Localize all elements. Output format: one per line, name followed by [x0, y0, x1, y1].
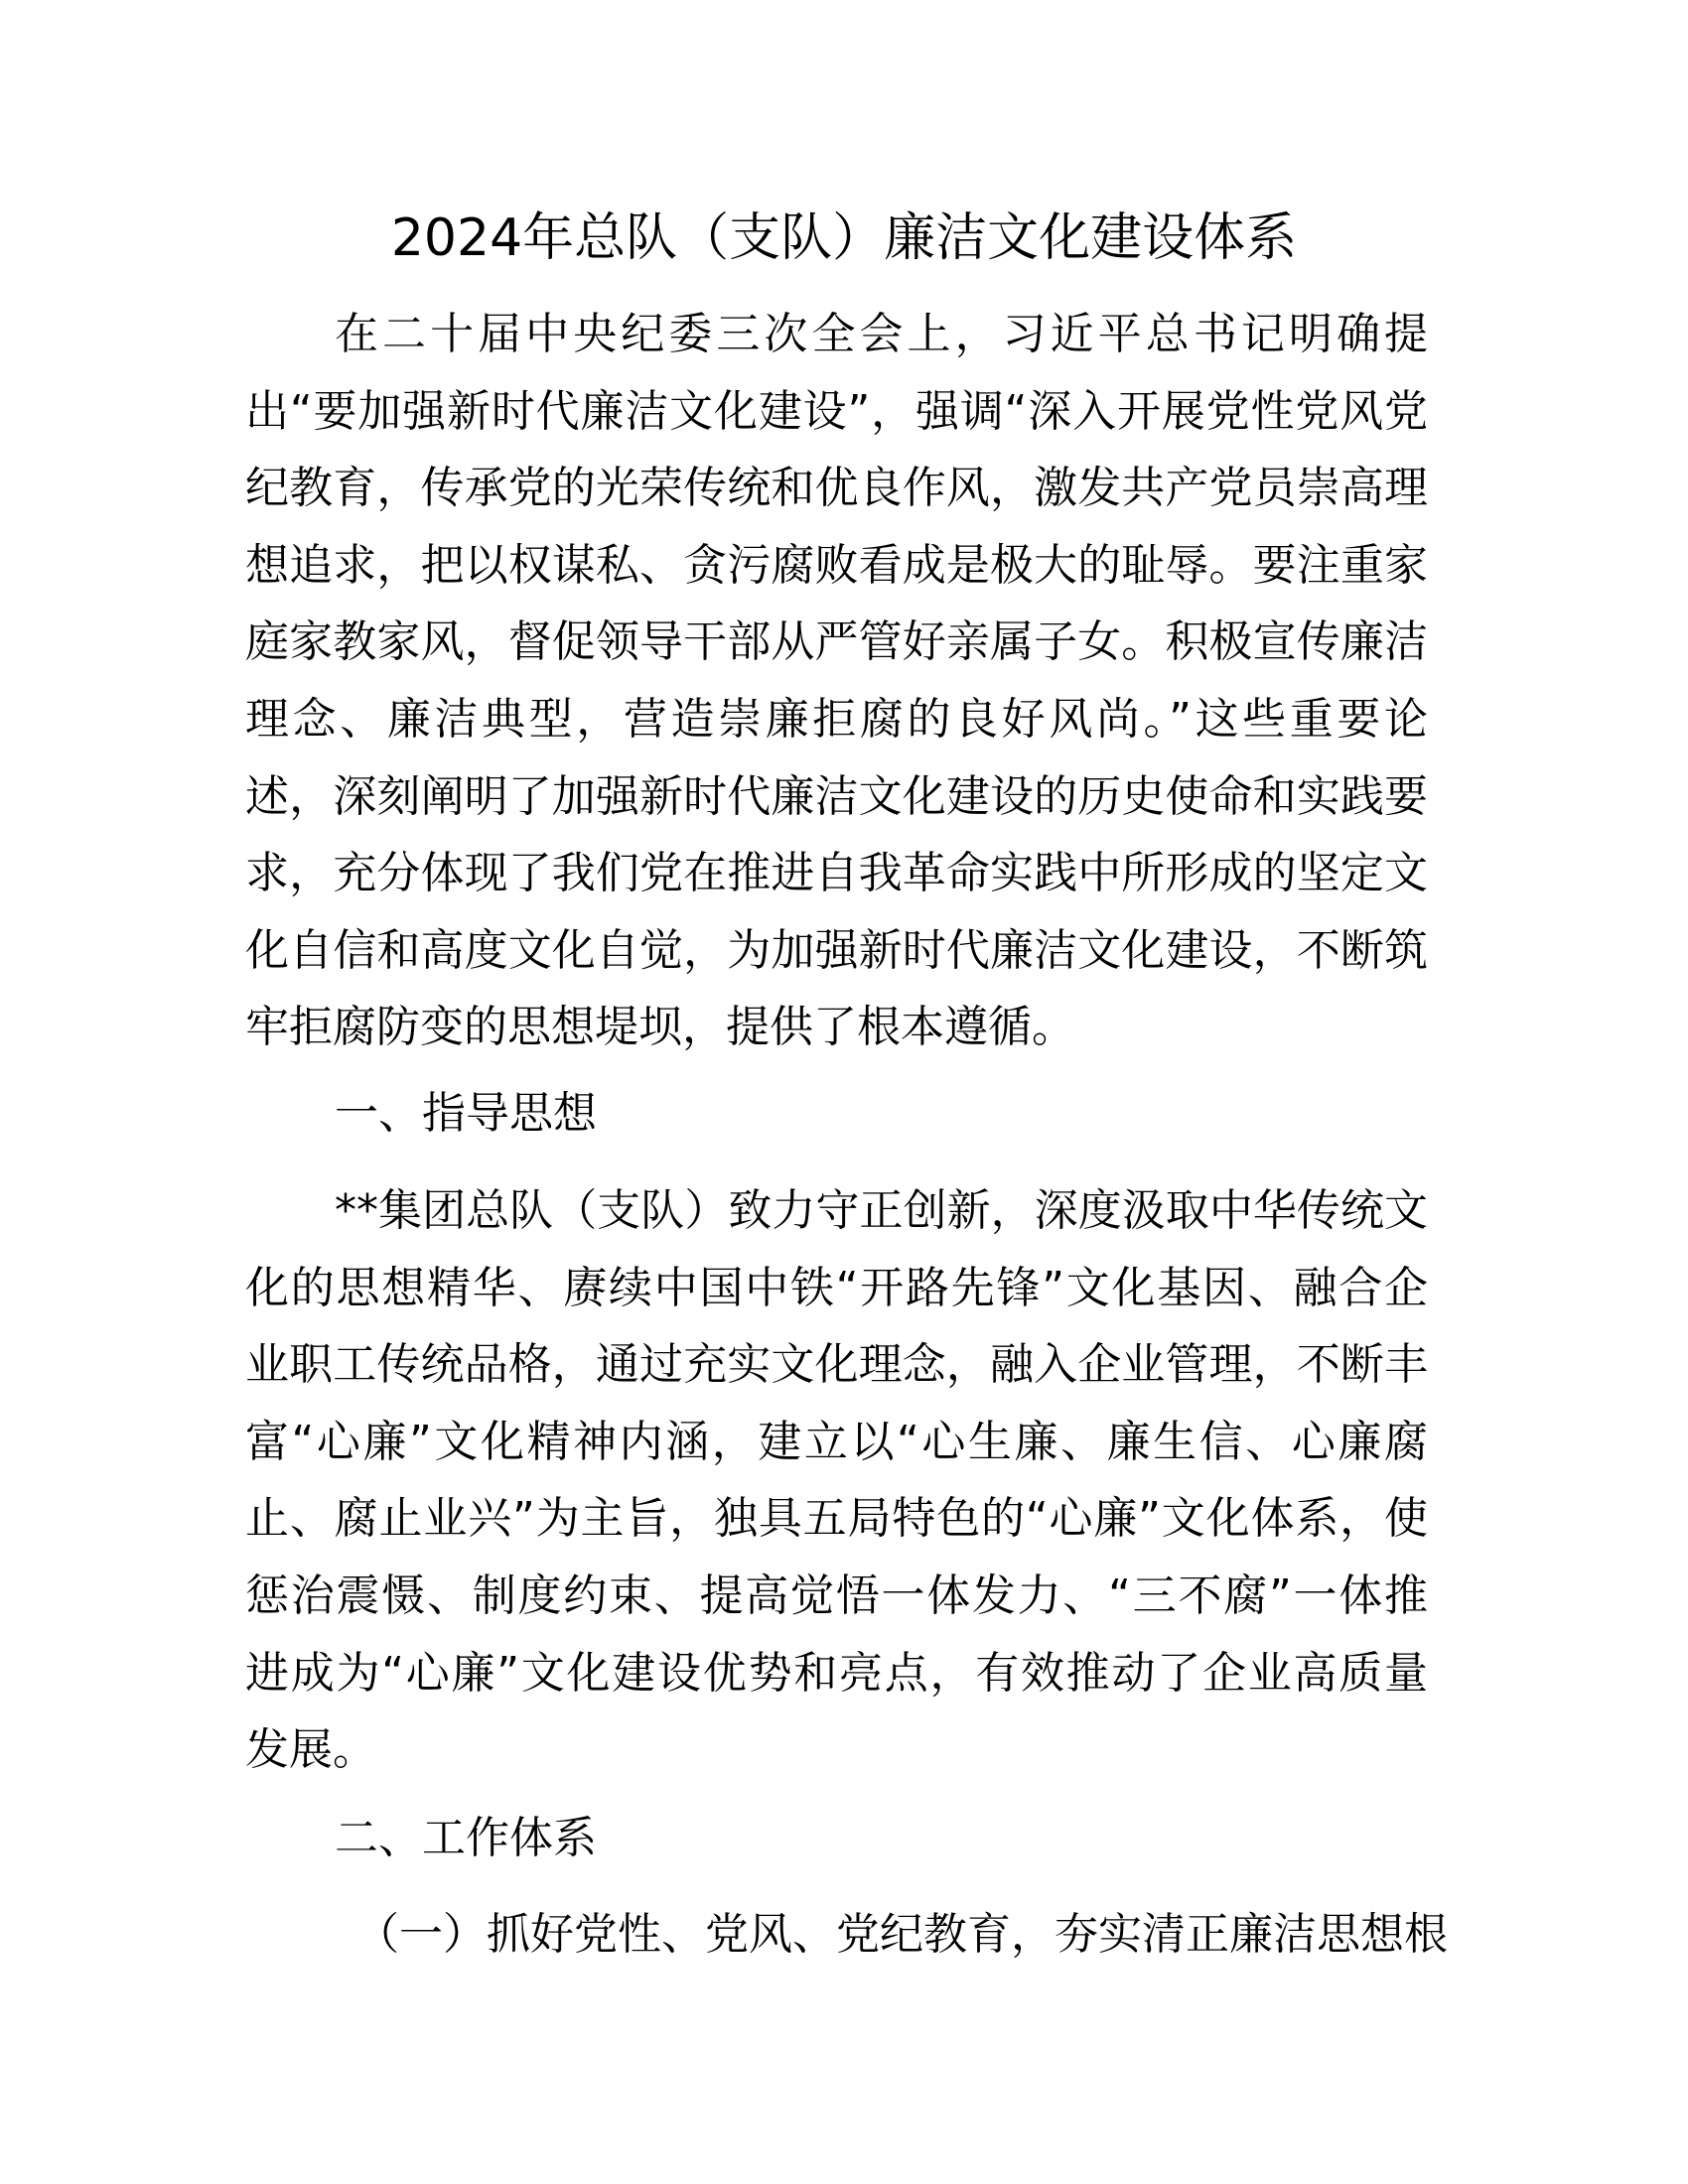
section-heading-guiding-ideology: 一、指导思想: [335, 1088, 597, 1139]
document-title: 2024年总队（支队）廉洁文化建设体系: [390, 208, 1298, 268]
paragraph-line: 在二十届中央纪委三次全会上，习近平总书记明确提: [335, 309, 1428, 359]
paragraph-line: 求，充分体现了我们党在推进自我革命实践中所形成的坚定文: [245, 848, 1428, 899]
paragraph-line: 想追求，把以权谋私、贪污腐败看成是极大的耻辱。要注重家: [245, 539, 1428, 591]
paragraph-line: 出“要加强新时代廉洁文化建设”，强调“深入开展党性党风党: [245, 385, 1428, 437]
paragraph-line: 富“心廉”文化精神内涵，建立以“心生廉、廉生信、心廉腐: [245, 1416, 1428, 1467]
paragraph-line: 理念、廉洁典型，营造崇廉拒腐的良好风尚。”这些重要论: [245, 693, 1428, 745]
paragraph-line: 牢拒腐防变的思想堤坝，提供了根本遵循。: [245, 1002, 1075, 1053]
paragraph-line: 化自信和高度文化自觉，为加强新时代廉洁文化建设，不断筑: [245, 924, 1428, 976]
section-heading-work-system: 二、工作体系: [335, 1813, 597, 1863]
paragraph-line: 止、腐止业兴”为主旨，独具五局特色的“心廉”文化体系，使: [245, 1493, 1428, 1545]
intro-paragraph: [245, 296, 1428, 1066]
paragraph-line: 发展。: [245, 1724, 376, 1776]
paragraph-line: 纪教育，传承党的光荣传统和优良作风，激发共产党员崇高理: [245, 463, 1428, 514]
paragraph-line: 进成为“心廉”文化建设优势和亮点，有效推动了企业高质量: [245, 1647, 1428, 1699]
guiding-ideology-paragraph: [245, 1172, 1428, 1789]
paragraph-line: 化的思想精华、赓续中国中铁“开路先锋”文化基因、融合企: [245, 1262, 1428, 1313]
paragraph-line: **集团总队（支队）致力守正创新，深度汲取中华传统文: [335, 1185, 1428, 1236]
paragraph-line: 业职工传统品格，通过充实文化理念，融入企业管理，不断丰: [245, 1339, 1428, 1391]
paragraph-line: 庭家教家风，督促领导干部从严管好亲属子女。积极宣传廉洁: [245, 616, 1428, 668]
paragraph-line: 惩治震慑、制度约束、提高觉悟一体发力、“三不腐”一体推: [245, 1570, 1428, 1621]
subsection-heading-1: （一）抓好党性、党风、党纪教育，夯实清正廉洁思想根: [355, 1909, 1448, 1960]
paragraph-line: 述，深刻阐明了加强新时代廉洁文化建设的历史使命和实践要: [245, 770, 1428, 822]
